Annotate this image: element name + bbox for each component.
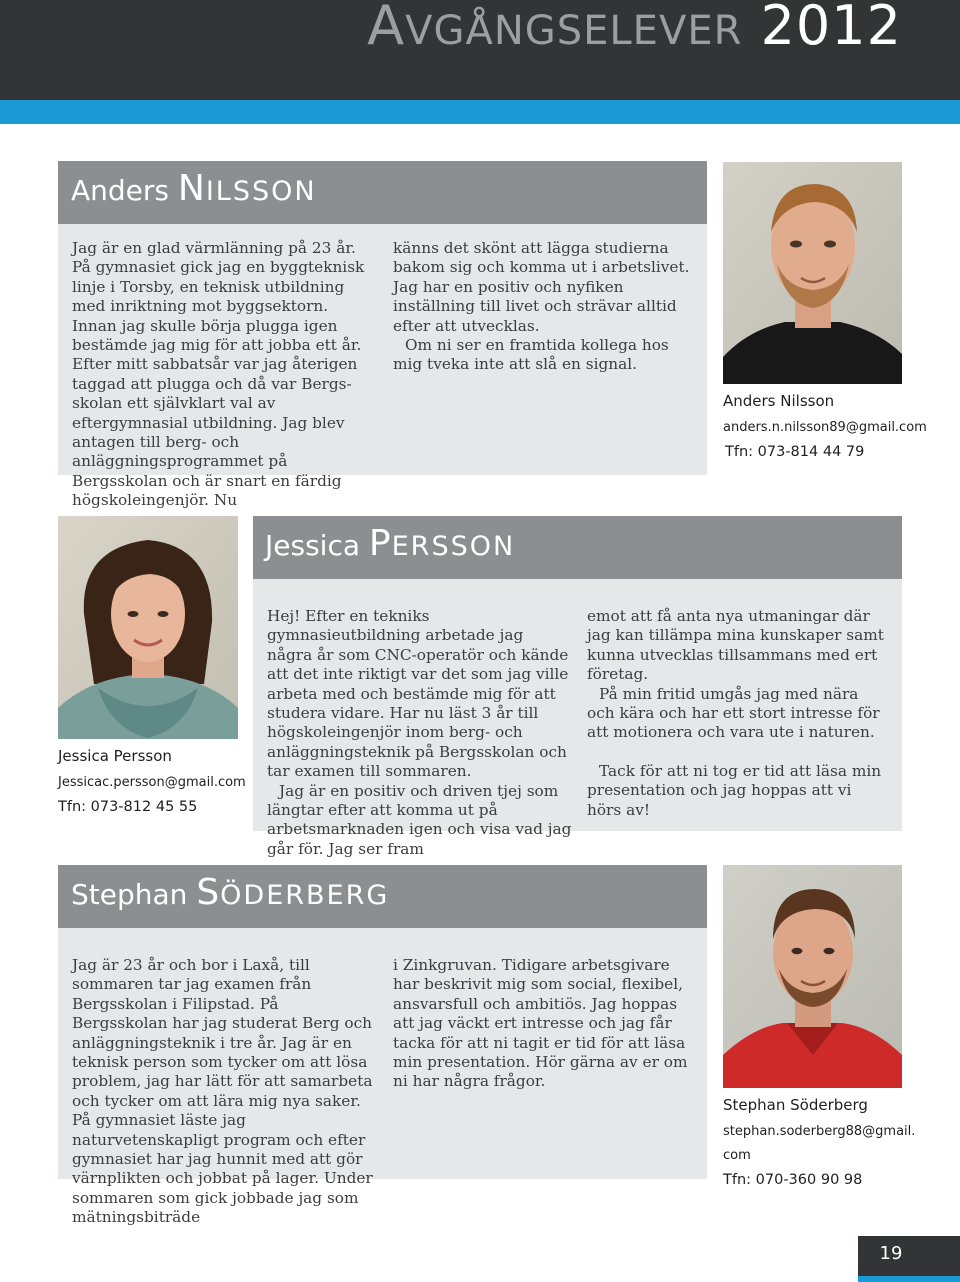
title-rest: VGÅNGSELEVER (405, 8, 743, 54)
contact-email-continued: com (723, 1148, 751, 1163)
last-name-rest: ILSSON (205, 176, 317, 207)
profile-name-jessica (265, 523, 515, 564)
bio-column-1-anders (72, 239, 377, 511)
title-year: 2012 (760, 0, 902, 57)
last-name-rest: ÖDERBERG (220, 880, 390, 911)
portrait-photo-jessica (58, 516, 238, 739)
contact-email: Jessicac.persson@gmail.com (58, 775, 246, 790)
contact-phone: Tfn: 073-812 45 55 (58, 799, 198, 815)
first-name: Stephan (71, 878, 188, 911)
bio-paragraph: Hej! Efter en tekniks gymnasieutbildning arbetade jag några år som CNC-operatör och kände att det inte riktigt var det som jag ville arbeta med och bestämde mig för att studera vidare. Har nu läst 3 år till högskoleingenjör inom berg- och anläggningsteknik på Bergsskolan och tar examen till sommaren. (267, 607, 569, 781)
page-title (367, 0, 902, 57)
portrait-stephan-image (723, 865, 902, 1088)
contact-email: stephan.soderberg88@gmail. (723, 1124, 916, 1139)
last-name-initial: S (196, 872, 221, 913)
bio-paragraph: i Zinkgruvan. Tidigare arbetsgivare har beskrivit mig som social, flexibel, ansvarsfull och ambitiös. Jag hoppas att jag väckt ert intresse och jag får tacka för att ni tagit er tid för att läsa min presentation. Hör gärna av er om ni har några frågor. (393, 956, 688, 1091)
bio-column-2-jessica (587, 607, 890, 820)
last-name-initial: N (177, 168, 206, 209)
bio-paragraph: Jag är 23 år och bor i Laxå, till sommaren tar jag examen från Bergsskolan i Filipstad. På Bergsskolan har jag studerat Berg och anläggningsteknik i tre år. Jag är en teknisk person som tycker om att lösa problem, jag har lätt för att samarbeta och tycker om att lära mig nya saker. På gymnasiet läste jag naturvetenskapligt program och efter gymnasiet har jag hunnit med att gör värnplikten och jobbat på lager. Under sommaren som gick jobbade jag som mätningsbiträde (72, 956, 373, 1227)
contact-phone: Tfn: 073-814 44 79 (725, 444, 865, 460)
first-name: Anders (71, 174, 169, 207)
contact-block-jessica (58, 746, 246, 819)
bio-paragraph: Jag är en glad värmlänning på 23 år. På gymnasiet gick jag en byggteknisk linje i Torsby, en teknisk utbildning med inriktning mot byggsektorn. Innan jag skulle börja plugga igen bestämde jag mig för att jobba ett år. Efter mitt sabbatsår var jag återigen taggad att plugga och då var Bergsskolan ett självklart val av eftergymnasial utbildning. Jag blev antagen till berg- och anläggningsprogrammet på Bergsskolan och är snart en färdig högskoleingenjör. Nu (72, 239, 365, 510)
bio-column-2-anders (393, 239, 696, 375)
portrait-anders-image (723, 162, 902, 384)
contact-name: Stephan Söderberg (723, 1096, 868, 1114)
bio-column-1-jessica (267, 607, 572, 859)
header-accent-stripe (0, 100, 960, 124)
portrait-jessica-image (58, 516, 238, 739)
portrait-photo-stephan (723, 865, 902, 1088)
contact-phone: Tfn: 070-360 90 98 (723, 1172, 863, 1188)
portrait-photo-anders (723, 162, 902, 384)
contact-email: anders.n.nilsson89@gmail.com (723, 420, 927, 435)
title-initial: A (367, 0, 406, 57)
contact-name: Anders Nilsson (723, 392, 835, 410)
contact-block-stephan (723, 1095, 915, 1192)
last-name-rest: ERSSON (391, 531, 516, 562)
page-number-accent (858, 1276, 960, 1282)
bio-paragraph: Tack för att ni tog er tid att läsa min presentation och jag hoppas att vi hörs av! (587, 761, 882, 819)
contact-block-anders (723, 391, 927, 464)
profile-name-anders (71, 168, 317, 209)
bio-paragraph: Jag är en positiv och driven tjej som längtar efter att komma ut på arbetsmarknaden igen och visa vad jag går för. Jag ser fram (267, 781, 572, 858)
bio-paragraph: Om ni ser en framtida kollega hos mig tveka inte att slå en signal. (393, 336, 669, 374)
contact-name: Jessica Persson (58, 747, 172, 765)
page-number: 19 (879, 1243, 903, 1264)
bio-column-1-stephan (72, 956, 377, 1228)
bio-paragraph: emot att få anta nya utmaningar där jag kan tillämpa mina kunskaper samt kunna utvecklas tillsammans med ert företag. (587, 607, 884, 684)
bio-paragraph: känns det skönt att lägga studierna bakom sig och komma ut i arbetslivet. Jag har en positiv och nyfiken inställning till livet och strävar alltid efter att utvecklas. (393, 239, 690, 335)
first-name: Jessica (265, 529, 360, 562)
bio-paragraph: På min fritid umgås jag med nära och kära och har ett stort intresse för att motionera och vara ute i naturen. (587, 684, 880, 742)
last-name-initial: P (368, 523, 392, 564)
bio-column-2-stephan (393, 956, 698, 1092)
profile-name-stephan (71, 872, 389, 913)
